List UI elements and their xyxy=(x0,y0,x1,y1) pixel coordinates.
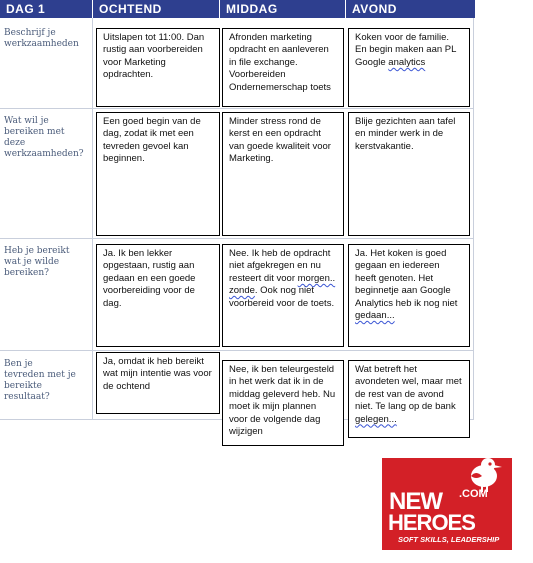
row-label-tevreden: Ben je tevreden met je bereikte resultaat? xyxy=(4,359,76,402)
grid-line xyxy=(92,18,93,420)
spellcheck-word: gedaan... xyxy=(355,310,395,322)
cell-bereiken-middag: Minder stress rond de kerst en een opdracht van goede kwaliteit voor Marketing. xyxy=(222,112,344,236)
row-label-bereiken: Wat wil je bereiken met deze werkzaamheden? xyxy=(4,116,84,159)
header-middag-label: MIDDAG xyxy=(226,2,278,16)
logo-text-dotcom: .COM xyxy=(459,488,488,500)
spellcheck-word: analytics xyxy=(388,56,426,68)
cell-bereikt-avond xyxy=(348,244,470,347)
header-col-middag xyxy=(219,0,346,18)
header-avond-label: AVOND xyxy=(352,2,397,16)
cell-bereiken-avond: Blije gezichten aan tafel en minder werk in de kerstvakantie. xyxy=(348,112,470,236)
cell-text: . Ook nog niet voorbereid voor de toets. xyxy=(229,285,335,309)
cell-bereikt-ochtend: Ja. Ik ben lekker opgestaan, rustig aan gedaan en een goede voorbereiding voor de dag. xyxy=(96,244,220,347)
header-ochtend-label: OCHTEND xyxy=(99,2,162,16)
cell-text: Ja. Het koken is goed gegaan en iedereen heeft genoten. Het beginnetje aan Google Analytics heb ik nog niet xyxy=(355,248,458,309)
grid-line xyxy=(0,238,474,239)
cell-bereiken-ochtend: Een goed begin van de dag, zodat ik met een tevreden gevoel kan beginnen. xyxy=(96,112,220,236)
logo-text-new: NEW xyxy=(389,488,442,515)
spellcheck-word: gelegen... xyxy=(355,413,397,425)
cell-text: Wat betreft het avondeten wel, maar met de rest van de avond niet. Te lang op de bank xyxy=(355,364,462,413)
row-label-bereikt: Heb je bereikt wat je wilde bereiken? xyxy=(4,246,70,278)
cell-bereikt-middag xyxy=(222,244,344,347)
cell-werkzaamheden-avond xyxy=(348,28,470,107)
logo-text-heroes: HEROES xyxy=(388,510,475,535)
cell-text: Nee. Ik heb de opdracht niet afgekregen en nu resteert dit voor xyxy=(229,248,331,284)
cell-tevreden-ochtend: Ja, omdat ik heb bereikt wat mijn intentie was voor de ochtend xyxy=(96,352,220,414)
row-label-werkzaamheden: Beschrijf je werkzaamheden xyxy=(4,28,79,49)
header-col-ochtend xyxy=(92,0,220,18)
logo-tagline: SOFT SKILLS, LEADERSHIP xyxy=(398,535,500,544)
spellcheck-word: morgen.. zonde xyxy=(229,272,336,297)
cell-werkzaamheden-middag: Afronden marketing opdracht en aanleveren in file exchange. Voorbereiden Ondernemerschap toets xyxy=(222,28,344,107)
grid-line xyxy=(0,108,474,109)
new-heroes-logo xyxy=(382,458,512,550)
grid-line xyxy=(473,18,474,420)
header-col-dag xyxy=(0,0,92,18)
cell-werkzaamheden-ochtend: Uitslapen tot 11:00. Dan rustig aan voorbereiden voor Marketing opdrachten. xyxy=(96,28,220,107)
cell-text: Koken voor de familie. En begin maken aan PL Google xyxy=(355,32,457,68)
header-dag-label: DAG 1 xyxy=(6,2,46,16)
grid-line xyxy=(0,350,474,351)
header-col-avond xyxy=(345,0,475,18)
cell-tevreden-middag: Nee, ik ben teleurgesteld in het werk dat ik in de middag geleverd heb. Nu moet ik mijn plannen voor de volgende dag wijzigen xyxy=(222,360,344,446)
bird-icon xyxy=(462,452,510,492)
cell-tevreden-avond xyxy=(348,360,470,438)
